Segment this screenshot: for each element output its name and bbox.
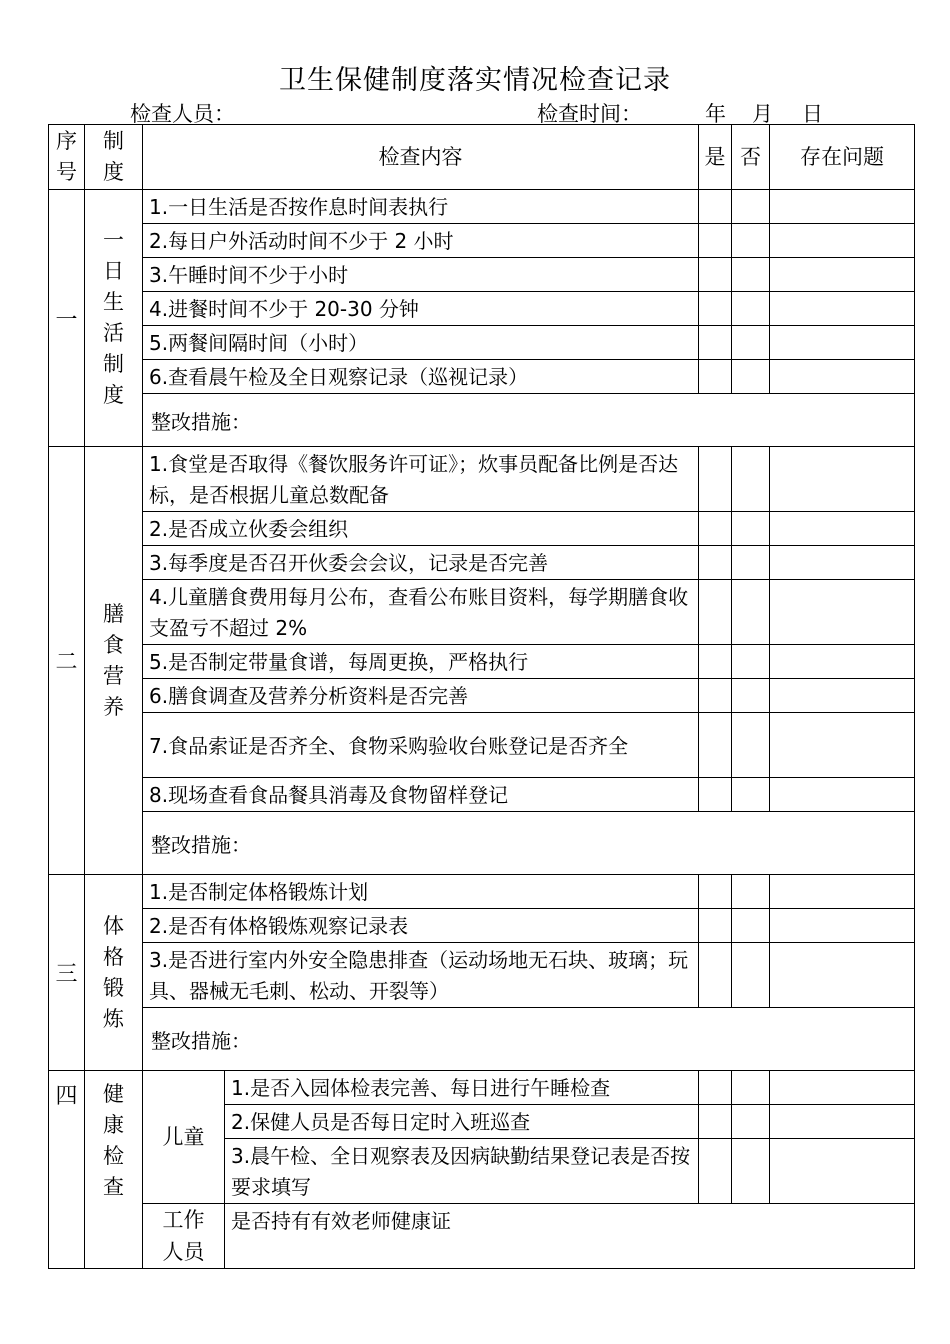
s2-item-1-yes-cell[interactable] (699, 447, 732, 512)
s4-children-item-3: 3.晨午检、全日观察表及因病缺勤结果登记表是否按要求填写 (225, 1139, 699, 1204)
s1-item-6-issue-cell[interactable] (770, 360, 915, 394)
s2-item-3-issue-cell[interactable] (770, 546, 915, 580)
table-row (49, 292, 915, 326)
s3-item-2-issue-cell[interactable] (770, 909, 915, 943)
table-row (49, 679, 915, 713)
s1-item-6: 6.查看晨午检及全日观察记录（巡视记录） (143, 360, 699, 394)
s4-children-item-1-yes-cell[interactable] (699, 1071, 732, 1105)
s2-item-4-no-cell[interactable] (732, 580, 770, 645)
header-yes: 是 (699, 125, 732, 190)
header-content: 检查内容 (143, 125, 699, 190)
s4-children-item-2-no-cell[interactable] (732, 1105, 770, 1139)
s1-item-3-yes-cell[interactable] (699, 258, 732, 292)
inspection-table (48, 124, 915, 1269)
s2-item-7-no-cell[interactable] (732, 713, 770, 778)
inspector-label: 检查人员： (130, 102, 235, 126)
header-row (49, 125, 915, 190)
s2-item-4: 4.儿童膳食费用每月公布，查看公布账目资料，每学期膳食收支盈亏不超过 2% (143, 580, 699, 645)
s2-item-5: 5.是否制定带量食谱，每周更换，严格执行 (143, 645, 699, 679)
s3-item-3: 3.是否进行室内外安全隐患排查（运动场地无石块、玻璃；玩具、器械无毛刺、松动、开裂等） (143, 943, 699, 1008)
s1-corrective-measures[interactable]: 整改措施： (143, 394, 915, 447)
s1-item-6-no-cell[interactable] (732, 360, 770, 394)
year-label: 年 (705, 102, 726, 126)
s2-item-5-yes-cell[interactable] (699, 645, 732, 679)
s1-item-2-no-cell[interactable] (732, 224, 770, 258)
table-row (49, 360, 915, 394)
s3-item-3-no-cell[interactable] (732, 943, 770, 1008)
s2-item-2-issue-cell[interactable] (770, 512, 915, 546)
s1-item-5-no-cell[interactable] (732, 326, 770, 360)
s1-item-1-no-cell[interactable] (732, 190, 770, 224)
s2-item-8-issue-cell[interactable] (770, 778, 915, 812)
s1-item-4-issue-cell[interactable] (770, 292, 915, 326)
s4-children-item-3-yes-cell[interactable] (699, 1139, 732, 1204)
s2-item-1-issue-cell[interactable] (770, 447, 915, 512)
table-row (49, 258, 915, 292)
table-row (49, 645, 915, 679)
s2-item-2-no-cell[interactable] (732, 512, 770, 546)
table-row (49, 1008, 915, 1071)
inspection-time-label: 检查时间： (537, 102, 642, 126)
s1-item-4: 4.进餐时间不少于 20-30 分钟 (143, 292, 699, 326)
s1-item-1-issue-cell[interactable] (770, 190, 915, 224)
s2-item-6-no-cell[interactable] (732, 679, 770, 713)
s3-item-1-yes-cell[interactable] (699, 875, 732, 909)
s2-item-3: 3.每季度是否召开伙委会会议，记录是否完善 (143, 546, 699, 580)
section-2-number: 二 (49, 447, 85, 875)
s2-item-2: 2.是否成立伙委会组织 (143, 512, 699, 546)
table-row (49, 943, 915, 1008)
s2-item-8-yes-cell[interactable] (699, 778, 732, 812)
s1-item-1: 1.一日生活是否按作息时间表执行 (143, 190, 699, 224)
s3-item-1-no-cell[interactable] (732, 875, 770, 909)
table-row (49, 1204, 915, 1269)
s2-item-6: 6.膳食调查及营养分析资料是否完善 (143, 679, 699, 713)
header-no: 否 (732, 125, 770, 190)
table-row (49, 546, 915, 580)
table-row (49, 190, 915, 224)
s2-item-7: 7.食品索证是否齐全、食物采购验收台账登记是否齐全 (143, 713, 699, 778)
s1-item-2-yes-cell[interactable] (699, 224, 732, 258)
page-title: 卫生保健制度落实情况检查记录 (279, 65, 671, 96)
table-row (49, 812, 915, 875)
s2-item-8: 8.现场查看食品餐具消毒及食物留样登记 (143, 778, 699, 812)
s2-item-7-issue-cell[interactable] (770, 713, 915, 778)
s1-item-2: 2.每日户外活动时间不少于 2 小时 (143, 224, 699, 258)
section-3-name: 体格锻炼 (85, 875, 143, 1071)
month-label: 月 (752, 102, 773, 126)
s3-item-1-issue-cell[interactable] (770, 875, 915, 909)
s1-item-4-no-cell[interactable] (732, 292, 770, 326)
s2-item-4-issue-cell[interactable] (770, 580, 915, 645)
s4-children-item-1: 1.是否入园体检表完善、每日进行午睡检查 (225, 1071, 699, 1105)
s1-item-3: 3.午睡时间不少于小时 (143, 258, 699, 292)
s3-item-2-yes-cell[interactable] (699, 909, 732, 943)
s2-item-3-no-cell[interactable] (732, 546, 770, 580)
header-system: 制度 (85, 125, 143, 190)
s1-item-2-issue-cell[interactable] (770, 224, 915, 258)
s4-children-item-2-yes-cell[interactable] (699, 1105, 732, 1139)
s1-item-5-yes-cell[interactable] (699, 326, 732, 360)
s3-item-2-no-cell[interactable] (732, 909, 770, 943)
s2-item-8-no-cell[interactable] (732, 778, 770, 812)
s2-item-2-yes-cell[interactable] (699, 512, 732, 546)
s2-item-5-issue-cell[interactable] (770, 645, 915, 679)
s1-item-5: 5.两餐间隔时间（小时） (143, 326, 699, 360)
s4-children-item-1-no-cell[interactable] (732, 1071, 770, 1105)
s4-staff-item-1: 是否持有有效老师健康证 (225, 1204, 915, 1269)
section-2-name: 膳食营养 (85, 447, 143, 875)
table-row (49, 713, 915, 778)
s1-item-3-issue-cell[interactable] (770, 258, 915, 292)
s2-item-1-no-cell[interactable] (732, 447, 770, 512)
section-4-name: 健康检查 (85, 1071, 143, 1269)
s2-item-6-issue-cell[interactable] (770, 679, 915, 713)
s2-item-4-yes-cell[interactable] (699, 580, 732, 645)
table-row (49, 394, 915, 447)
s3-item-3-yes-cell[interactable] (699, 943, 732, 1008)
s2-corrective-measures[interactable]: 整改措施： (143, 812, 915, 875)
s3-corrective-measures[interactable]: 整改措施： (143, 1008, 915, 1071)
header-seq: 序号 (49, 125, 85, 190)
s3-item-2: 2.是否有体格锻炼观察记录表 (143, 909, 699, 943)
s2-item-1: 1.食堂是否取得《餐饮服务许可证》；炊事员配备比例是否达标，是否根据儿童总数配备 (143, 447, 699, 512)
header-issues: 存在问题 (770, 125, 915, 190)
table-row (49, 447, 915, 512)
s2-item-7-yes-cell[interactable] (699, 713, 732, 778)
s3-item-3-issue-cell[interactable] (770, 943, 915, 1008)
table-row (49, 224, 915, 258)
s4-children-item-2: 2.保健人员是否每日定时入班巡查 (225, 1105, 699, 1139)
s4-children-item-2-issue-cell[interactable] (770, 1105, 915, 1139)
section-1-number: 一 (49, 190, 85, 447)
s4-group-staff-label: 工作人员 (143, 1204, 225, 1269)
table-row (49, 326, 915, 360)
table-row (49, 875, 915, 909)
s1-item-4-yes-cell[interactable] (699, 292, 732, 326)
s2-item-3-yes-cell[interactable] (699, 546, 732, 580)
s2-item-6-yes-cell[interactable] (699, 679, 732, 713)
section-3-number: 三 (49, 875, 85, 1071)
s1-item-6-yes-cell[interactable] (699, 360, 732, 394)
s4-children-item-3-issue-cell[interactable] (770, 1139, 915, 1204)
s4-group-children-label: 儿童 (143, 1071, 225, 1204)
s3-item-1: 1.是否制定体格锻炼计划 (143, 875, 699, 909)
table-row (49, 580, 915, 645)
s1-item-5-issue-cell[interactable] (770, 326, 915, 360)
s1-item-3-no-cell[interactable] (732, 258, 770, 292)
s2-item-5-no-cell[interactable] (732, 645, 770, 679)
table-row (49, 512, 915, 546)
section-4-number: 四 (49, 1071, 85, 1269)
s1-item-1-yes-cell[interactable] (699, 190, 732, 224)
table-row (49, 1071, 915, 1105)
table-row (49, 909, 915, 943)
s4-children-item-3-no-cell[interactable] (732, 1139, 770, 1204)
table-row (49, 778, 915, 812)
section-1-name: 一日生活制度 (85, 190, 143, 447)
s4-children-item-1-issue-cell[interactable] (770, 1071, 915, 1105)
day-label: 日 (802, 102, 823, 126)
